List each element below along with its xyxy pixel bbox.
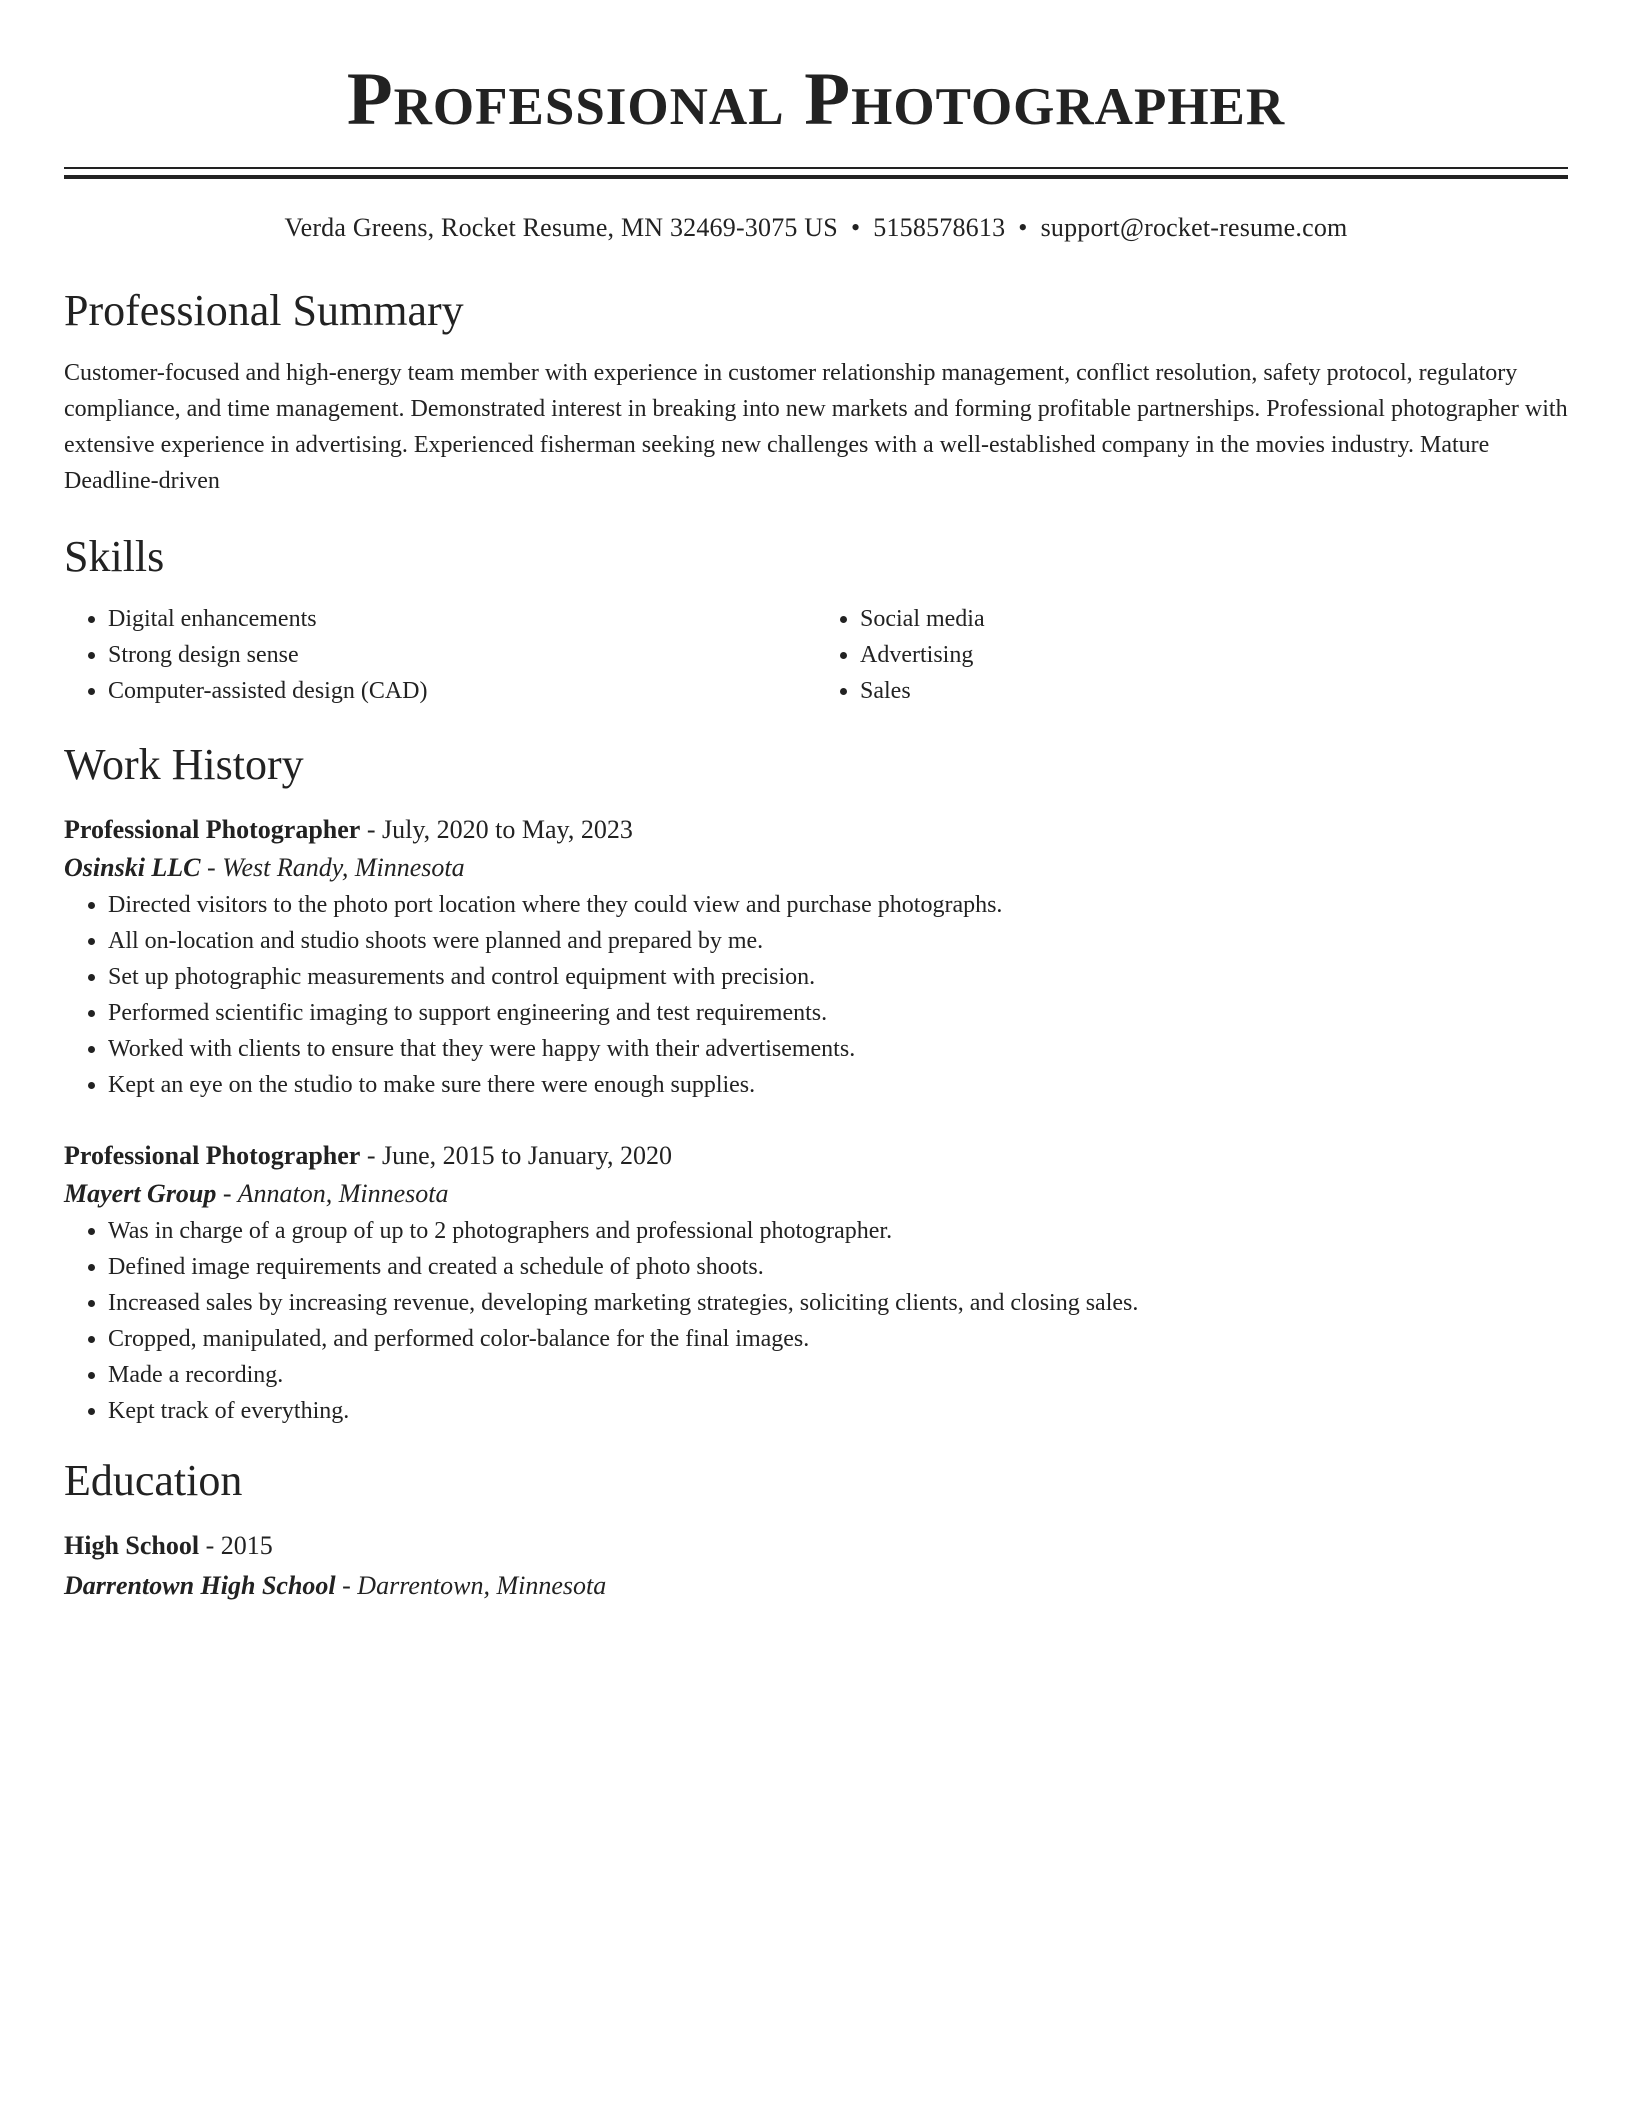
job-header [64, 811, 1568, 849]
contact-separator: • [1018, 213, 1028, 242]
skill-item: • Advertising [860, 637, 1568, 673]
job-duty: • Cropped, manipulated, and performed color-balance for the final images. [108, 1321, 1568, 1357]
education-location: - Darrentown, Minnesota [335, 1571, 607, 1600]
job-duty: • Directed visitors to the photo port location where they could view and purchase photographs. [108, 887, 1568, 923]
skills-column-right [816, 601, 1568, 709]
job-role: Professional Photographer [64, 815, 361, 844]
contact-line [64, 215, 1568, 241]
education-school: Darrentown High School [64, 1571, 336, 1600]
job-role: Professional Photographer [64, 1141, 361, 1170]
job-company: Osinski LLC [64, 853, 201, 882]
education-entry [64, 1527, 1568, 1605]
skill-item: • Social media [860, 601, 1568, 637]
skills-list [64, 601, 1568, 709]
job-duty: • Was in charge of a group of up to 2 photographers and professional photographer. [108, 1213, 1568, 1249]
resume-name-title: Professional Photographer [346, 58, 1286, 141]
job-duty: • Defined image requirements and created a schedule of photo shoots. [108, 1249, 1568, 1285]
skill-item: • Strong design sense [108, 637, 816, 673]
summary-heading: Professional Summary [64, 286, 464, 335]
job-duty: • Made a recording. [108, 1357, 1568, 1393]
job-dates: - June, 2015 to January, 2020 [360, 1141, 673, 1170]
work-history-heading: Work History [64, 740, 304, 789]
job-duties-list [64, 1213, 1568, 1429]
job-entry [64, 1137, 1568, 1429]
job-dates: - July, 2020 to May, 2023 [360, 815, 633, 844]
job-header [64, 1137, 1568, 1175]
skill-item: • Digital enhancements [108, 601, 816, 637]
job-duty: • Performed scientific imaging to support engineering and test requirements. [108, 995, 1568, 1031]
education-year: - 2015 [199, 1531, 273, 1560]
skill-item: • Computer-assisted design (CAD) [108, 673, 816, 709]
skill-item: • Sales [860, 673, 1568, 709]
job-location: - West Randy, Minnesota [200, 853, 465, 882]
education-degree: High School [64, 1531, 200, 1560]
skills-column-left [64, 601, 816, 709]
job-location: - Annaton, Minnesota [216, 1179, 449, 1208]
skills-heading: Skills [64, 532, 165, 581]
job-duty: • Worked with clients to ensure that they were happy with their advertisements. [108, 1031, 1568, 1067]
job-company-line [64, 849, 1568, 887]
job-company: Mayert Group [64, 1179, 217, 1208]
job-duty: • Kept track of everything. [108, 1393, 1568, 1429]
job-duty: • All on-location and studio shoots were planned and prepared by me. [108, 923, 1568, 959]
contact-address: Verda Greens, Rocket Resume, MN 32469-3075 US [284, 213, 838, 242]
education-school-line [64, 1567, 1568, 1605]
job-duty: • Increased sales by increasing revenue, developing marketing strategies, soliciting clients, and closing sales. [108, 1285, 1568, 1321]
contact-phone: 5158578613 [873, 213, 1006, 242]
education-degree-line [64, 1527, 1568, 1565]
summary-text: Customer-focused and high-energy team member with experience in customer relationship management, conflict resolution, safety protocol, regulatory compliance, and time management. Demonstrated interest in breaking into new markets and forming profitable partnerships. Professional photographer with extensive experience in advertising. Experienced fisherman seeking new challenges with a well-established company in the movies industry. Mature Deadline-driven [64, 360, 1568, 494]
job-duty: • Set up photographic measurements and control equipment with precision. [108, 959, 1568, 995]
contact-separator: • [850, 213, 861, 242]
job-entry [64, 811, 1568, 1103]
education-heading: Education [64, 1456, 243, 1505]
header-double-rule [64, 167, 1568, 179]
job-duty: • Kept an eye on the studio to make sure there were enough supplies. [108, 1067, 1568, 1103]
job-company-line [64, 1175, 1568, 1213]
contact-email: support@rocket-resume.com [1040, 213, 1348, 242]
job-duties-list [64, 887, 1568, 1103]
